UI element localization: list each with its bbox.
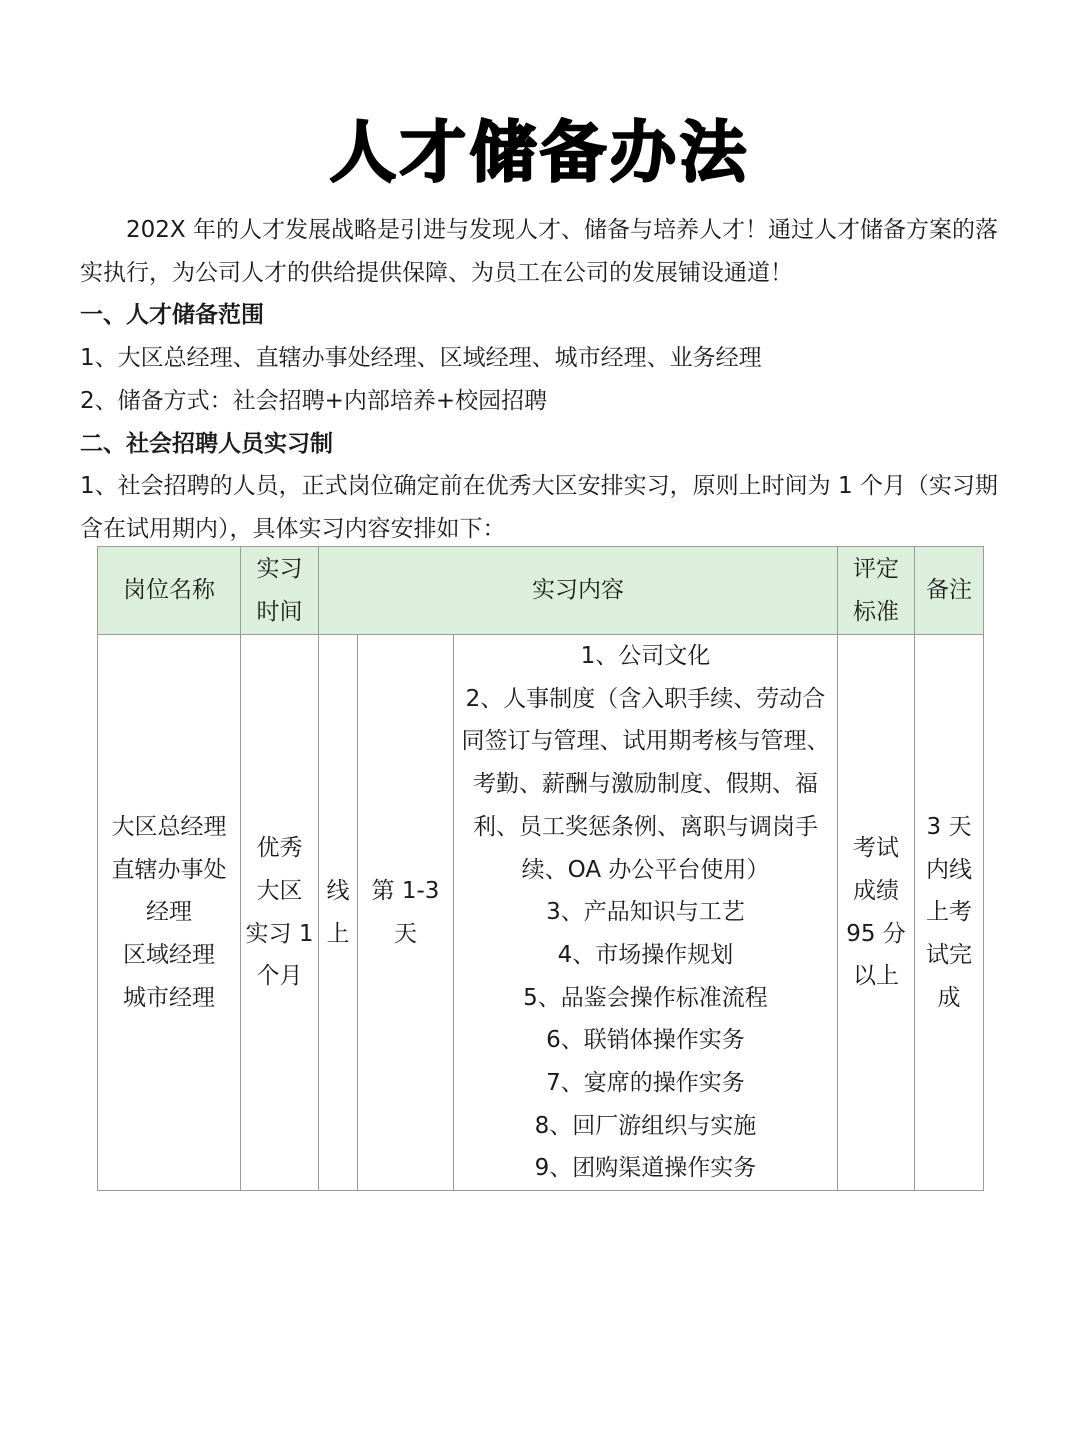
content-line: 9、团购渠道操作实务 — [534, 1155, 757, 1182]
cell-time — [241, 635, 319, 1191]
cell-positions — [98, 635, 241, 1191]
header-time-line: 时间 — [256, 598, 303, 625]
cell-content — [454, 635, 838, 1191]
mode-line: 线 — [326, 877, 350, 904]
intro-paragraph: 202X 年的人才发展战略是引进与发现人才、储备与培养人才！通过人才储备方案的落实执行，为公司人才的供给提供保障、为员工在公司的发展铺设通道！ — [80, 217, 998, 286]
section-heading-scope: 一、人才储备范围 — [80, 302, 264, 329]
position-line: 大区总经理 — [111, 813, 227, 840]
content-line: 续、OA 办公平台使用） — [521, 856, 770, 883]
scope-item-methods: 2、储备方式：社会招聘+内部培养+校园招聘 — [80, 387, 548, 414]
standard-line: 95 分 — [846, 920, 906, 947]
header-note: 备注 — [915, 547, 984, 635]
content-line: 考勤、薪酬与激励制度、假期、福 — [473, 771, 818, 798]
content-line: 7、宴席的操作实务 — [546, 1070, 745, 1097]
mode-line: 上 — [326, 920, 350, 947]
time-line: 优秀 — [256, 835, 303, 862]
cell-note — [915, 635, 984, 1191]
position-line: 区域经理 — [123, 941, 215, 968]
table-header-row — [98, 547, 984, 635]
days-line: 第 1-3 — [371, 877, 440, 904]
document-body — [80, 209, 1005, 551]
note-line: 3 天 — [926, 813, 972, 840]
content-line: 同签订与管理、试用期考核与管理、 — [461, 728, 830, 755]
cell-mode — [319, 635, 358, 1191]
content-line: 1、公司文化 — [580, 643, 711, 669]
content-line: 2、人事制度（含入职手续、劳动合 — [465, 685, 826, 712]
content-line: 4、市场操作规划 — [557, 941, 734, 968]
note-line: 成 — [937, 984, 961, 1011]
note-line: 上考 — [926, 899, 972, 926]
header-standard-line: 评定 — [853, 555, 899, 582]
internship-item-description: 1、社会招聘的人员，正式岗位确定前在优秀大区安排实习，原则上时间为 1 个月（实习期含在试用期内），具体实习内容安排如下： — [80, 473, 998, 542]
page-title: 人才储备办法 — [330, 114, 750, 191]
standard-line: 以上 — [853, 963, 899, 990]
header-time — [241, 547, 319, 635]
cell-standard — [838, 635, 915, 1191]
content-line: 8、回厂游组织与实施 — [534, 1112, 757, 1139]
position-line: 直辖办事处 — [111, 856, 227, 883]
position-line: 城市经理 — [123, 984, 215, 1011]
header-standard-line: 标准 — [853, 598, 899, 625]
position-line: 经理 — [146, 899, 192, 926]
content-line: 6、联销体操作实务 — [546, 1027, 745, 1054]
content-line: 5、品鉴会操作标准流程 — [523, 984, 768, 1011]
header-time-line: 实习 — [256, 555, 303, 582]
note-line: 试完 — [926, 941, 972, 968]
section-heading-internship: 二、社会招聘人员实习制 — [80, 430, 333, 457]
time-line: 大区 — [256, 877, 303, 904]
content-line: 利、员工奖惩条例、离职与调岗手 — [473, 813, 818, 840]
header-standard — [838, 547, 915, 635]
time-line: 实习 1 — [245, 920, 314, 947]
time-line: 个月 — [256, 963, 303, 990]
internship-plan-table — [97, 546, 984, 1191]
header-position: 岗位名称 — [98, 547, 241, 635]
note-line: 内线 — [926, 856, 972, 883]
standard-line: 成绩 — [853, 877, 899, 904]
scope-item-positions: 1、大区总经理、直辖办事处经理、区域经理、城市经理、业务经理 — [80, 345, 762, 372]
table-row — [98, 635, 984, 1191]
cell-days — [358, 635, 454, 1191]
content-line: 3、产品知识与工艺 — [546, 899, 745, 926]
days-line: 天 — [394, 920, 417, 947]
header-content: 实习内容 — [319, 547, 838, 635]
standard-line: 考试 — [853, 835, 899, 862]
